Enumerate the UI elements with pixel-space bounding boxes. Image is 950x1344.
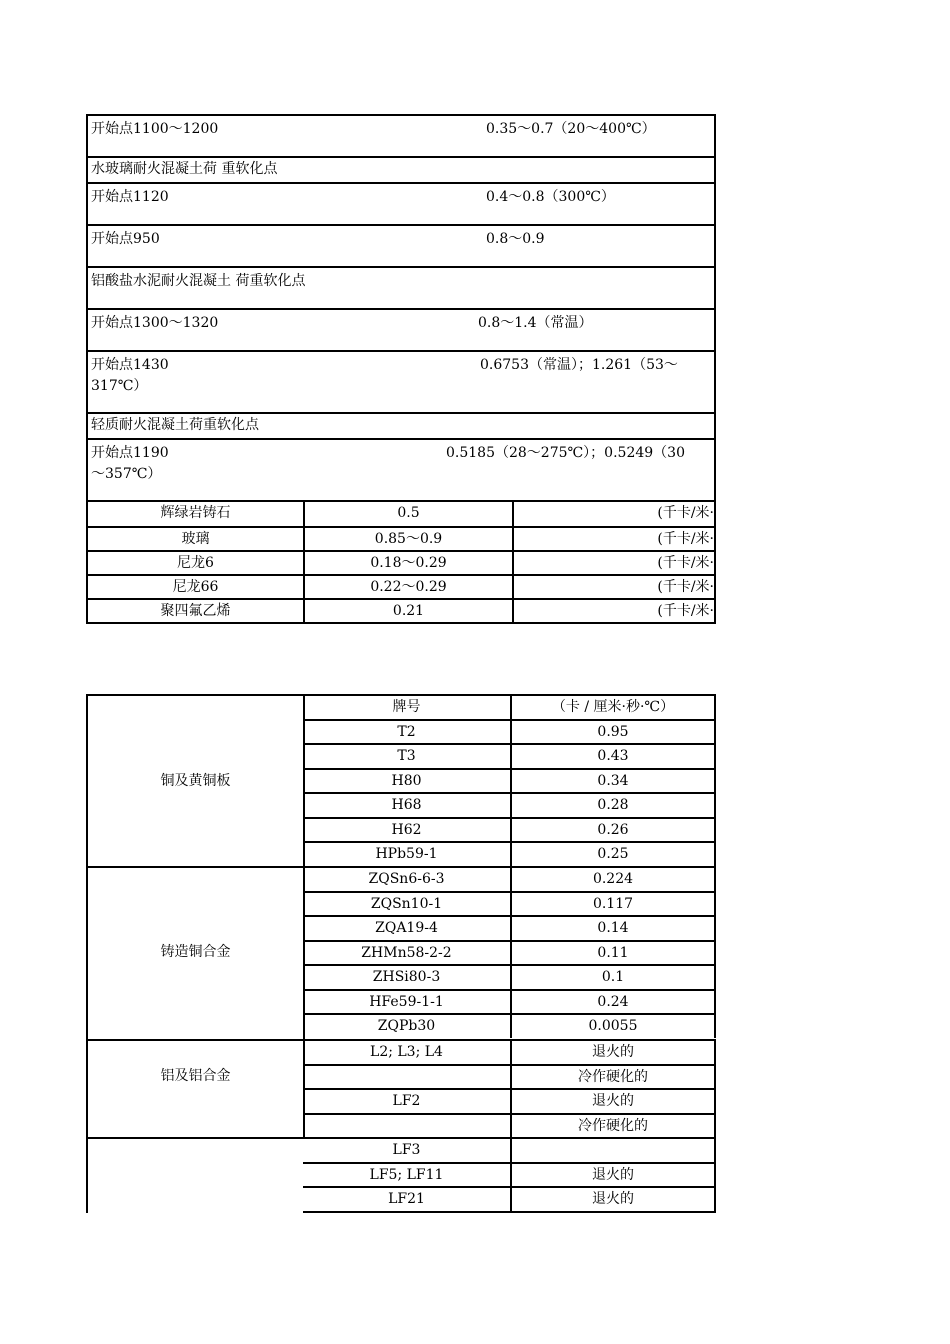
table-row <box>303 1137 716 1162</box>
grade-cell: ZQPb30 <box>303 1015 512 1038</box>
row-label: 开始点1430 <box>91 357 169 373</box>
grade-cell: L2; L3; L4 <box>303 1041 512 1064</box>
value-cell: 退火的 <box>592 1093 634 1109</box>
value-cell: 0.95 <box>597 723 629 740</box>
value-cell: 0.0055 <box>588 1018 638 1034</box>
row-value: 0.35～0.7（20～400℃） <box>486 121 656 137</box>
grade-cell: ZQA19-4 <box>303 917 512 940</box>
value-cell: 退火的 <box>592 1191 634 1207</box>
table-row <box>303 915 716 940</box>
table-row <box>303 1186 716 1211</box>
material-unit: (千卡/米· <box>657 579 714 595</box>
grade-cell: T3 <box>303 745 512 768</box>
value-cell: 0.25 <box>597 846 629 862</box>
row-label: 开始点1100～1200 <box>91 121 219 137</box>
row-value-wrap: 317℃） <box>91 378 148 394</box>
material-row <box>88 526 714 550</box>
row-label: 轻质耐火混凝土荷重软化点 <box>91 417 259 433</box>
value-cell <box>512 1139 714 1162</box>
value-cell: 0.28 <box>597 797 629 813</box>
group-label: 铝及铝合金 <box>160 1068 231 1084</box>
value-cell: 0.43 <box>597 748 629 764</box>
grade-cell: H68 <box>303 794 512 817</box>
grade-cell: T2 <box>303 721 512 744</box>
value-cell: 0.117 <box>592 895 634 912</box>
row-value: 0.8～1.4（常温） <box>478 315 593 331</box>
table-row <box>303 989 716 1014</box>
grade-cell: ZHSi80-3 <box>303 966 512 989</box>
table-row <box>303 1064 716 1089</box>
value-cell: 0.14 <box>597 920 629 936</box>
grade-cell <box>303 1115 512 1138</box>
value-cell: 冷作硬化的 <box>578 1117 648 1134</box>
table-row <box>303 743 716 768</box>
grade-cell: H80 <box>303 770 512 793</box>
material-name: 辉绿岩铸石 <box>88 502 305 526</box>
value-cell: 退火的 <box>592 1044 634 1060</box>
row-label: 开始点1300～1320 <box>91 315 219 331</box>
grade-header: 牌号 <box>303 696 512 719</box>
material-name: 玻璃 <box>88 528 305 550</box>
table-row <box>88 352 714 414</box>
table-row <box>88 116 714 158</box>
row-value: 0.4～0.8（300℃） <box>486 189 615 205</box>
table-row <box>303 817 716 842</box>
group-cast-copper <box>86 866 305 1040</box>
material-value: 0.22～0.29 <box>305 576 514 598</box>
grade-cell: ZHMn58-2-2 <box>303 942 512 965</box>
material-row <box>88 502 714 526</box>
row-value: 0.6753（常温）；1.261（53～ <box>480 357 678 373</box>
material-value: 0.18～0.29 <box>305 552 514 574</box>
table-row <box>88 440 714 502</box>
refractory-table <box>86 114 716 624</box>
value-cell: 0.34 <box>597 772 629 789</box>
section-heading <box>88 414 714 440</box>
table-row <box>303 866 716 891</box>
table-row <box>88 310 714 352</box>
table-row <box>303 1013 716 1038</box>
materials-block <box>88 502 714 622</box>
material-unit: (千卡/米· <box>657 531 714 547</box>
material-unit: (千卡/米· <box>657 555 714 571</box>
header-row <box>303 694 716 719</box>
material-value: 0.85～0.9 <box>305 528 514 550</box>
grade-cell: LF5; LF11 <box>303 1164 512 1187</box>
table-row <box>303 841 716 866</box>
row-label: 开始点1190 <box>91 445 169 461</box>
table-row <box>303 719 716 744</box>
table-row <box>303 1162 716 1187</box>
section-heading <box>88 268 714 310</box>
row-value: 0.8～0.9 <box>486 231 545 247</box>
table-row <box>88 226 714 268</box>
grade-cell: HPb59-1 <box>303 843 512 866</box>
material-name: 尼龙66 <box>88 576 305 598</box>
grade-cell: LF2 <box>303 1090 512 1113</box>
unit-header: （卡 / 厘米·秒·℃） <box>551 699 675 715</box>
table-row <box>303 1088 716 1113</box>
table-row <box>303 792 716 817</box>
table-row <box>303 768 716 793</box>
material-unit: (千卡/米· <box>657 603 714 619</box>
group-aluminum <box>86 1039 305 1139</box>
table-row <box>88 184 714 226</box>
row-value-wrap: ～357℃） <box>91 466 162 482</box>
row-label: 水玻璃耐火混凝土荷 重软化点 <box>91 161 278 177</box>
material-row <box>88 574 714 598</box>
group-label: 铜及黄铜板 <box>160 773 231 789</box>
value-cell: 0.11 <box>597 944 629 961</box>
group-unlabeled <box>86 1137 305 1213</box>
value-cell: 冷作硬化的 <box>578 1068 648 1085</box>
material-value: 0.21 <box>305 600 514 622</box>
table-row <box>303 1039 716 1064</box>
material-name: 聚四氟乙烯 <box>88 600 305 622</box>
section-heading <box>88 158 714 184</box>
value-cell: 0.26 <box>597 821 629 838</box>
value-cell: 0.24 <box>597 993 629 1010</box>
grade-cell: HFe59-1-1 <box>303 991 512 1014</box>
grade-cell: ZQSn10-1 <box>303 893 512 916</box>
row-value: 0.5185（28～275℃）；0.5249（30 <box>446 445 685 461</box>
grade-cell: LF3 <box>303 1139 512 1162</box>
row-label: 开始点1120 <box>91 189 169 205</box>
material-value: 0.5 <box>305 502 514 526</box>
grade-cell: ZQSn6-6-3 <box>303 868 512 891</box>
material-unit: (千卡/米· <box>657 505 714 521</box>
grade-cell: LF21 <box>303 1188 512 1211</box>
grade-cell <box>303 1066 512 1089</box>
metal-conductivity-table <box>86 694 716 1213</box>
value-cell: 0.224 <box>592 871 634 887</box>
row-label: 开始点950 <box>91 231 160 247</box>
grade-cell: H62 <box>303 819 512 842</box>
table-row <box>303 964 716 989</box>
material-name: 尼龙6 <box>88 552 305 574</box>
table-row <box>303 1113 716 1138</box>
table-row <box>303 891 716 916</box>
value-cell: 退火的 <box>592 1166 634 1183</box>
row-label: 铝酸盐水泥耐火混凝土 荷重软化点 <box>91 273 306 289</box>
group-label: 铸造铜合金 <box>160 944 231 960</box>
group-copper-brass <box>86 694 305 868</box>
table-row <box>303 940 716 965</box>
value-cell: 0.1 <box>601 969 625 985</box>
material-row <box>88 550 714 574</box>
table-bottom-border <box>303 1211 716 1213</box>
material-row <box>88 598 714 622</box>
